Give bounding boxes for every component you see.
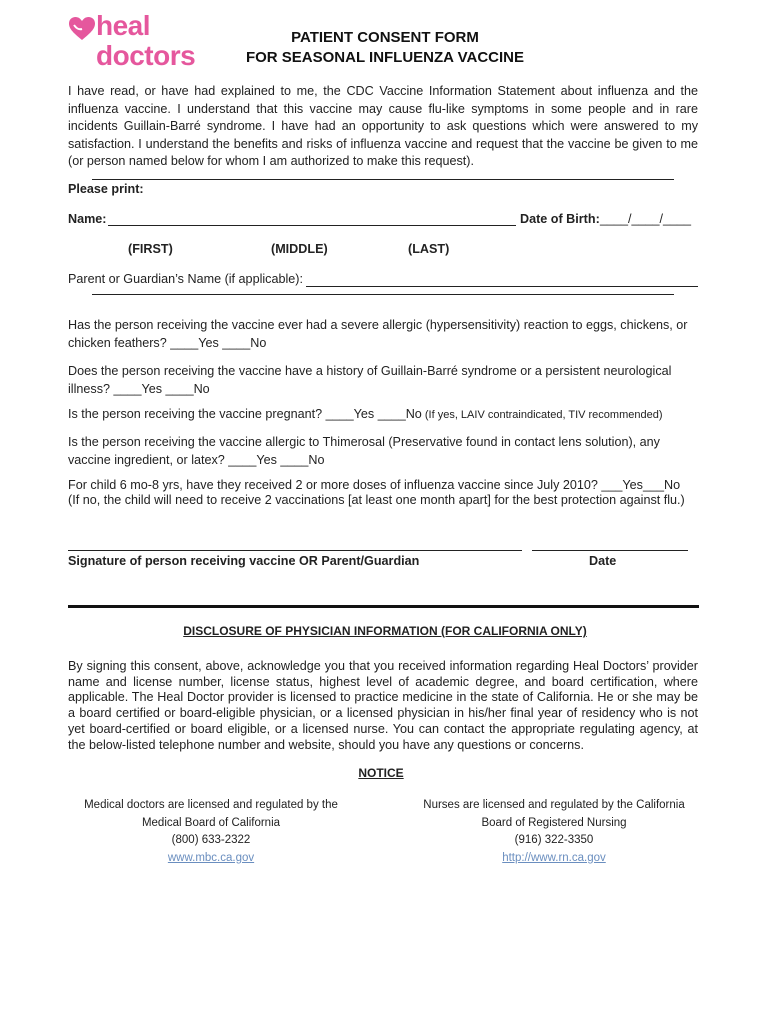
name-input-line[interactable] <box>108 225 516 226</box>
logo-heal-text: heal <box>96 10 151 41</box>
question-pregnant <box>68 406 698 425</box>
question-egg-allergy: Has the person receiving the vaccine ever had a severe allergic (hypersensitivity) reaction to eggs, chickens, or chicken feathers? ____Yes ____No <box>68 318 688 350</box>
guardian-label: Parent or Guardian’s Name (if applicable): <box>68 272 303 286</box>
last-label: (LAST) <box>408 242 450 256</box>
middle-label: (MIDDLE) <box>271 242 328 256</box>
form-title-line1: PATIENT CONSENT FORM <box>291 29 479 46</box>
notice-left-line1: Medical doctors are licensed and regulated by the <box>84 799 338 811</box>
notice-left-line2: Medical Board of California <box>141 816 281 829</box>
notice-right-phone: (916) 322-3350 <box>514 834 594 846</box>
notice-right-url[interactable]: http://www.rn.ca.gov <box>502 851 606 864</box>
question-pregnant-text: Is the person receiving the vaccine pregnant? ____Yes ____No <box>68 407 422 421</box>
date-input-line[interactable] <box>532 550 688 551</box>
disclosure-heading: DISCLOSURE OF PHYSICIAN INFORMATION (FOR CALIFORNIA ONLY) <box>183 624 587 638</box>
notice-right-column <box>404 797 704 867</box>
signature-input-line[interactable] <box>68 550 522 551</box>
question-guillain-barre: Does the person receiving the vaccine have a history of Guillain-Barré syndrome or a persistent neurological illness? ____Yes ____No <box>68 364 672 396</box>
signature-label: Signature of person receiving vaccine OR Parent/Guardian <box>68 554 420 568</box>
guardian-input-line[interactable] <box>306 286 698 287</box>
question-child-doses: For child 6 mo-8 yrs, have they received 2 or more doses of influenza vaccine since July 2010? ___Yes___No <box>68 478 681 492</box>
intro-paragraph: I have read, or have had explained to me, the CDC Vaccine Information Statement about influenza and the influenza vaccine. I understand that this vaccine may cause flu-like symptoms in some people and in rare incidents Guillain-Barré syndrome. I have had an opportunity to ask questions which were answered to my satisfaction. I understand the benefits and risks of influenza vaccine and request that the vaccine be given to me (or person named below for whom I am authorized to make this request). <box>68 84 698 168</box>
dob-label: Date of Birth: <box>520 212 600 226</box>
notice-right-line1: Nurses are licensed and regulated by the California <box>423 799 685 811</box>
divider <box>92 294 674 295</box>
notice-left-phone: (800) 633-2322 <box>171 834 251 846</box>
question-child-doses-note: (If no, the child will need to receive 2 vaccinations [at least one month apart] for the best protection against flu.) <box>68 493 685 507</box>
form-title-line2: FOR SEASONAL INFLUENZA VACCINE <box>245 49 525 66</box>
first-label: (FIRST) <box>128 242 173 256</box>
notice-heading: NOTICE <box>358 766 404 780</box>
please-print-label: Please print: <box>68 182 144 196</box>
notice-left-url[interactable]: www.mbc.ca.gov <box>167 851 255 864</box>
notice-left-column <box>61 797 361 867</box>
question-thimerosal: Is the person receiving the vaccine allergic to Thimerosal (Preservative found in contact lens solution), any vaccine ingredient, or latex? ____Yes ____No <box>68 435 660 467</box>
logo-doctors-text: doctors <box>96 40 196 71</box>
name-label: Name: <box>68 212 107 226</box>
divider <box>92 179 674 180</box>
question-pregnant-note: (If yes, LAIV contraindicated, TIV recommended) <box>421 409 663 421</box>
thick-divider <box>68 605 699 608</box>
notice-right-line2: Board of Registered Nursing <box>481 816 627 829</box>
date-label: Date <box>589 554 617 568</box>
disclosure-paragraph: By signing this consent, above, acknowledge you that you received information regarding Heal Doctors’ provider name and license number, license status, highest level of academic degree, and board certification, where applicable. The Heal Doctor provider is licensed to practice medicine in the state of California. He or she may be a board certified or board-eligible physician, or a licensed physician in his/her final year of residency who is not yet board-certified or board eligible, or a licensed nurse. You can contact the appropriate regulating agency, at the below-listed telephone number and website, should you have any questions or concerns. <box>68 659 698 752</box>
dob-input[interactable]: ____/____/____ <box>600 212 692 226</box>
